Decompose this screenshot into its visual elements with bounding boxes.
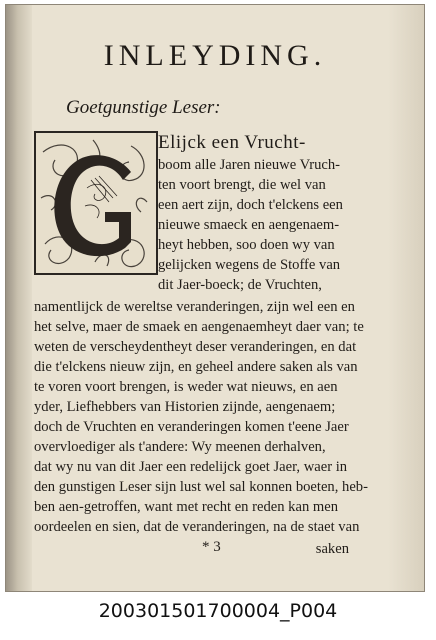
text-line: dit Jaer-boeck; de Vruchten, xyxy=(158,277,322,293)
text-line: yder, Liefhebbers van Historien zijnde, aengenaem; xyxy=(34,399,336,415)
text-line: ten voort brengt, die wel van xyxy=(158,177,326,193)
text-line: ben aen-getroffen, want met recht en reden kan men xyxy=(34,499,339,515)
page-gutter xyxy=(6,5,32,591)
text-line: oordeelen en sien, dat de veranderingen, na de staet van xyxy=(34,519,360,535)
signature-mark: * 3 xyxy=(202,539,221,555)
book-page xyxy=(5,4,425,592)
page-heading: INLEYDING. xyxy=(103,39,327,72)
text-line: te voren voort brengen, is weder wat nieuws, en aen xyxy=(34,379,338,395)
text-line: boom alle Jaren nieuwe Vruch- xyxy=(158,157,341,173)
text-line: het selve, maer de smaek en aengenaemheyt daer van; te xyxy=(34,319,364,335)
text-line: overvloediger als t'andere: Wy meenen derhalven, xyxy=(34,439,326,455)
page-edge-shadow xyxy=(388,5,424,591)
text-line: een aert zijn, doch t'elckens een xyxy=(158,197,343,213)
text-line: dat wy nu van dit Jaer een redelijck goet Jaer, waer in xyxy=(34,459,348,475)
text-line: heyt hebben, soo doen wy van xyxy=(158,237,335,253)
salutation: Goetgunstige Leser: xyxy=(66,97,221,118)
text-line: namentlijck de wereltse veranderingen, zijn wel een en xyxy=(34,299,355,315)
text-line: nieuwe smaeck en aengenaem- xyxy=(158,217,340,233)
catchword: saken xyxy=(315,541,349,557)
text-line: die t'elckens nieuw zijn, en geheel andere saken als van xyxy=(34,359,358,375)
text-line: doch de Vruchten en veranderingen komen t'eene Jaer xyxy=(34,419,349,435)
decorated-initial-letter xyxy=(34,131,158,275)
text-line: gelijcken wegens de Stoffe van xyxy=(158,257,341,273)
ornament-initial-image xyxy=(35,132,157,274)
text-line: Elijck een Vrucht- xyxy=(158,132,306,153)
text-line: den gunstigen Leser sijn lust wel sal konnen boeten, heb- xyxy=(34,479,368,495)
text-line: weten de verscheydentheyt deser veranderingen, en dat xyxy=(34,339,357,355)
image-caption: 200301501700004_P004 xyxy=(98,600,338,622)
